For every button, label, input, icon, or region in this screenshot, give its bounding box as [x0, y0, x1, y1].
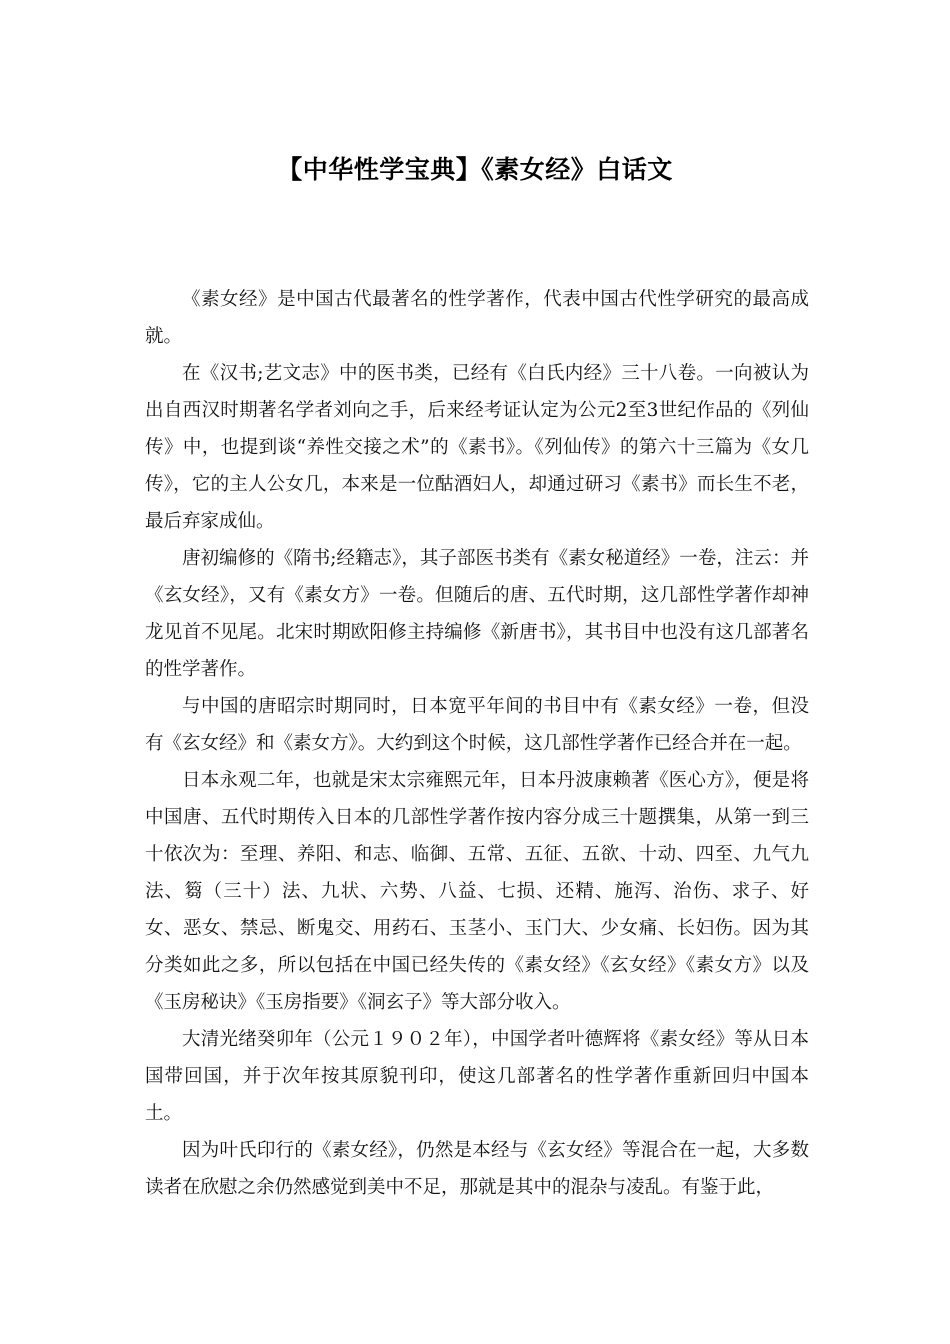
document-title: 【中华性学宝典】《素女经》白话文 — [277, 155, 673, 184]
paragraph-3: 唐初编修的《隋书;经籍志》，其子部医书类有《素女秘道经》一卷，注云：并《玄女经》，又有《素女方》一卷。但随后的唐、五代时期，这几部性学著作却神龙见首不见尾。北宋时期欧阳修主持编修《新唐书》，其书目中也没有这几部著名的性学著作。 — [145, 548, 809, 680]
paragraph-6: 大清光绪癸卯年（公元１９０２年），中国学者叶德辉将《素女经》等从日本国带回国，并于次年按其原貌刊印，使这几部著名的性学著作重新回归中国本土。 — [145, 1029, 809, 1124]
paragraph-4: 与中国的唐昭宗时期同时，日本宽平年间的书目中有《素女经》一卷，但没有《玄女经》和《素女方》。大约到这个时候，这几部性学著作已经合并在一起。 — [145, 696, 809, 754]
paragraph-1: 《素女经》是中国古代最著名的性学著作，代表中国古代性学研究的最高成就。 — [145, 289, 809, 347]
paragraph-5: 日本永观二年，也就是宋太宗雍熙元年，日本丹波康赖著《医心方》，便是将中国唐、五代时期传入日本的几部性学著作按内容分成三十题撰集，从第一到三十依次为：至理、养阳、和志、临御、五常、五征、五欲、十动、四至、九气九法、篘（三十）法、九状、六势、八益、七损、还精、施泻、治伤、求子、好女、恶女、禁忌、断鬼交、用药石、玉茎小、玉门大、少女痛、长妇伤。因为其分类如此之多，所以包括在中国已经失传的《素女经》《玄女经》《素女方》以及《玉房秘诀》《玉房指要》《洞玄子》等大部分收入。 — [145, 770, 809, 1013]
paragraph-7: 因为叶氏印行的《素女经》，仍然是本经与《玄女经》等混合在一起，大多数读者在欣慰之余仍然感觉到美中不足，那就是其中的混杂与凌乱。有鉴于此， — [145, 1140, 809, 1198]
paragraph-2: 在《汉书;艺文志》中的医书类，已经有《白氏内经》三十八卷。一向被认为出自西汉时期著名学者刘向之手，后来经考证认定为公元2至3世纪作品的《列仙传》中，也提到谈“养性交接之术”的《素书》。《列仙传》的第六十三篇为《女几传》，它的主人公女几，本来是一位酤酒妇人，却通过研习《素书》而长生不老，最后弃家成仙。 — [145, 363, 809, 532]
document-body — [145, 281, 809, 1206]
